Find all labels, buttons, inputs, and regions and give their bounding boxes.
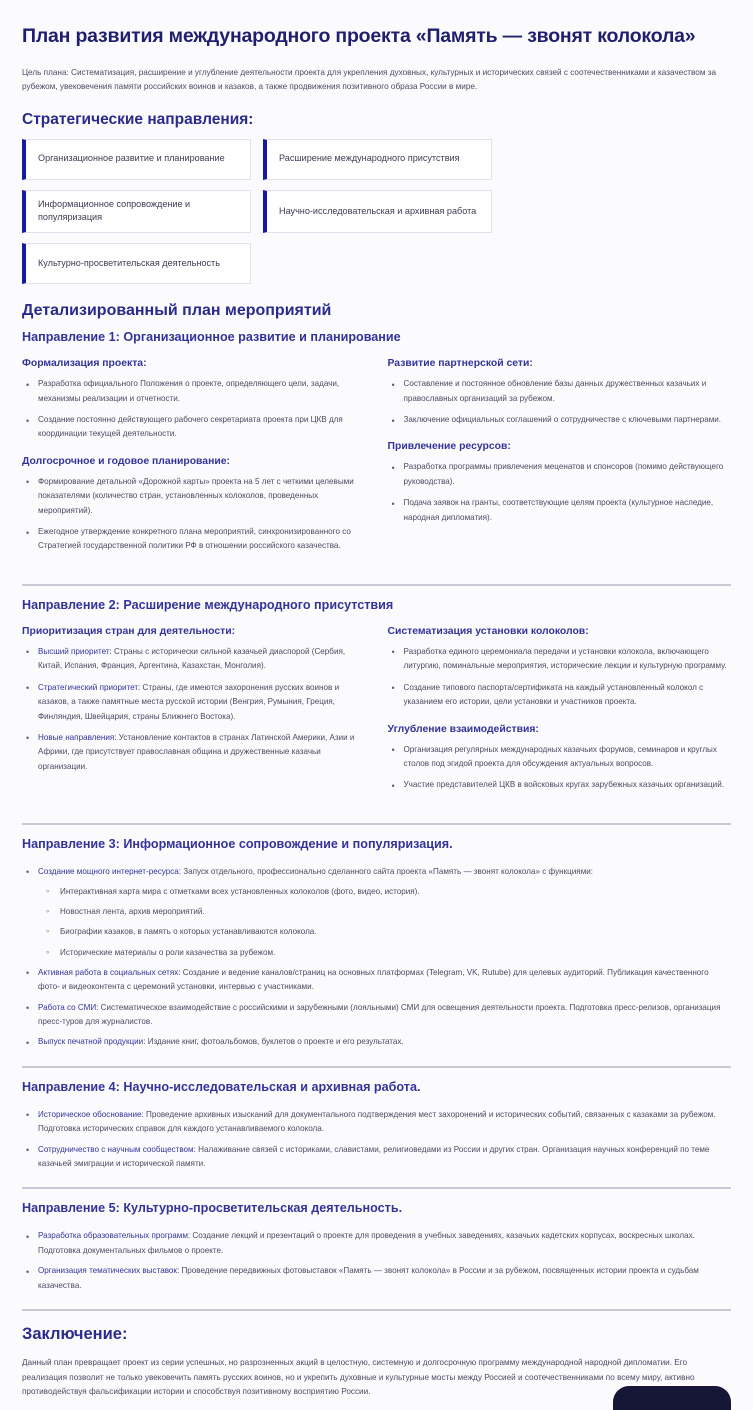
content-group: [388, 441, 732, 525]
list-item: [22, 731, 366, 774]
bullet-list: [22, 865, 731, 1050]
bullet-list: [388, 460, 732, 525]
list-item-text: Проведение архивных изысканий для документального подтверждения мест захоронений и исторических событий, связанных с казаками за рубежом. Подготовка исторических справок для каждого устанавливаемого колокола.: [38, 1109, 716, 1134]
list-item: • Подача заявок на гранты, соответствующие целям проекта (культурное наследие, народная дипломатия).: [388, 496, 732, 525]
list-item-lead: Организация тематических выставок:: [38, 1266, 180, 1276]
strategy-card-label: Научно-исследовательская и архивная работа: [279, 205, 477, 216]
list-item: [22, 865, 731, 960]
list-item: • Заключение официальных соглашений о сотрудничестве с ключевыми партнерами.: [388, 413, 732, 427]
direction-4-content: [22, 1108, 731, 1172]
strategy-card[interactable]: [22, 243, 251, 284]
list-item-text: Запуск отдельного, профессионально сделанного сайта проекта «Память — звонят колокола» с функциями:: [181, 866, 594, 876]
list-item-lead: Высший приоритет:: [38, 646, 112, 656]
list-item: [22, 1035, 731, 1049]
direction-2-title: Направление 2: Расширение международного присутствия: [22, 597, 394, 612]
group-subtitle: Долгосрочное и годовое планирование:: [22, 455, 230, 467]
list-item: • Ежегодное утверждение конкретного плана мероприятий, синхронизированного со Стратегией государственной политики РФ в отношении российского казачества.: [22, 525, 366, 554]
section-divider: [22, 1187, 731, 1189]
content-group: [388, 724, 732, 793]
list-item: • Создание постоянно действующего рабочего секретариата проекта при ЦКВ для координации текущей деятельности.: [22, 413, 366, 442]
direction-2-right-column: [388, 626, 732, 807]
group-subtitle: Привлечение ресурсов:: [387, 441, 511, 453]
list-item-lead: Работа со СМИ:: [38, 1002, 99, 1012]
direction-5-content: [22, 1229, 731, 1293]
content-group: [388, 626, 732, 710]
bullet-list: [22, 645, 366, 774]
content-group: [22, 358, 366, 442]
page-title: План развития международного проекта «Память — звонят колокола»: [22, 25, 696, 47]
group-subtitle: Формализация проекта:: [22, 358, 147, 370]
direction-1-left-column: [22, 358, 366, 568]
list-item: [22, 681, 366, 724]
list-item-text: Разработка единого церемониала передачи и установки колокола, включающего литургию, поминальные мероприятия, исторические лекции и культурную программу.: [403, 646, 727, 671]
list-item: [22, 1143, 731, 1172]
list-item-lead: Историческое обоснование:: [38, 1109, 144, 1119]
strategy-card-label: Расширение международного присутствия: [279, 153, 460, 164]
list-item-lead: Создание мощного интернет-ресурса:: [38, 866, 181, 876]
direction-2-columns: [22, 626, 731, 807]
strategy-card-label: Информационное сопровождение и популяризация: [38, 198, 191, 223]
sub-list-item: ◦ Интерактивная карта мира с отметками всех установленных колоколов (фото, видео, история).: [38, 885, 731, 899]
list-item: [388, 645, 732, 674]
floating-chat-widget[interactable]: [613, 1386, 731, 1410]
group-subtitle: Углубление взаимодействия:: [387, 723, 539, 735]
list-item-text: Участие представителей ЦКВ в войсковых кругах зарубежных казачьих организаций.: [403, 780, 724, 790]
list-item-lead: Стратегический приоритет:: [38, 682, 141, 692]
list-item: [22, 1108, 731, 1137]
list-item-text: Систематическое взаимодействие с российскими и зарубежными (лояльными) СМИ для освещения деятельности проекта. Подготовка пресс-релизов, организация пресс-туров для журналистов.: [38, 1002, 721, 1026]
list-item: • Составление и постоянное обновление базы данных дружественных казачьих и православных организаций за рубежом.: [388, 377, 732, 406]
section-divider: [22, 1309, 731, 1311]
bullet-list: [388, 743, 732, 793]
direction-3-content: [22, 865, 731, 1050]
list-item-text: Создание типового паспорта/сертификата на каждый установленный колокол с указанием его истории, цели установки и участников проекта.: [403, 682, 704, 707]
direction-5-title: Направление 5: Культурно-просветительская деятельность.: [22, 1201, 403, 1216]
strategy-card-list: [22, 139, 731, 285]
direction-2-left-column: [22, 626, 366, 788]
list-item: [22, 1001, 731, 1030]
list-item: • Разработка программы привлечения меценатов и спонсоров (помимо действующего руководства).: [388, 460, 732, 489]
list-item: • Разработка официального Положения о проекте, определяющего цели, задачи, механизмы реализации и отчетности.: [22, 377, 366, 406]
list-item: [22, 1264, 731, 1293]
intro-paragraph: Цель плана: Систематизация, расширение и углубление деятельности проекта для укрепления духовных, культурных и исторических связей с соотечественниками и казачеством за рубежом, увековечения памяти российских воинов и казаков, а также продвижения позитивного образа России в мире.: [22, 68, 717, 92]
content-group: [22, 626, 366, 774]
bullet-list: [388, 377, 732, 427]
conclusion-title: Заключение:: [22, 1325, 128, 1344]
content-group: [22, 456, 366, 554]
group-subtitle: Систематизация установки колоколов:: [387, 625, 589, 637]
sub-list-item: ◦ Биографии казаков, в память о которых устанавливаются колокола.: [38, 925, 731, 939]
group-subtitle: Развитие партнерской сети:: [387, 358, 533, 370]
list-item-text: Установление контактов в странах Латинской Америки, Азии и Африки, где присутствует православная община и дружественные казачьи организации.: [38, 732, 355, 771]
strategy-card[interactable]: [22, 190, 251, 234]
sub-list-item: ◦ Исторические материалы о роли казачества за рубежом.: [38, 946, 731, 960]
list-item: [388, 778, 732, 792]
list-item-text: Издание книг, фотоальбомов, буклетов о проекте и его результатах.: [145, 1037, 404, 1047]
section-divider: [22, 584, 731, 586]
list-item-text: Налаживание связей с историками, славистами, религиоведами из России и других стран. Организация научных конференций по теме казачьей эмиграции и исторической памяти.: [38, 1144, 710, 1168]
content-group: [388, 358, 732, 427]
list-item-text: Страны, где имеются захоронения русских воинов и казаков, а также памятные места русской истории (Венгрия, Румыния, Греция, Финляндия, Швейцария, страны Ближнего Востока).: [38, 682, 340, 721]
strategy-card[interactable]: [22, 139, 251, 180]
list-item: • Формирование детальной «Дорожной карты» проекта на 5 лет с четкими целевыми показателями (количество стран, установленных колоколов, проведенных мероприятий).: [22, 475, 366, 518]
plan-heading: Детализированный план мероприятий: [22, 302, 332, 320]
strategy-heading: Стратегические направления:: [22, 110, 254, 128]
conclusion-paragraph: Данный план превращает проект из серии успешных, но разрозненных акций в целостную, системную и долгосрочную программу международной народной дипломатии. Его реализация позволит не только увековечить память русских воинов, но и укрепить духовные и культурные мосты между Россией и соотечественниками по всему миру, активно противодействуя фальсификации истории и способствуя позитивному восприятию России.: [22, 1358, 695, 1397]
list-item-text: Организация регулярных международных казачьих форумов, семинаров и круглых столов под эгидой проекта для обсуждения актуальных вопросов.: [403, 744, 717, 768]
list-item: [22, 966, 731, 995]
direction-1-right-column: [388, 358, 732, 539]
sub-list-item: ◦ Новостная лента, архив мероприятий.: [38, 905, 731, 919]
group-subtitle: Приоритизация стран для деятельности:: [22, 625, 236, 637]
list-item-lead: Выпуск печатной продукции:: [38, 1037, 146, 1047]
direction-1-columns: [22, 358, 731, 568]
direction-4-title: Направление 4: Научно-исследовательская и архивная работа.: [22, 1079, 421, 1094]
list-item-text: Проведение передвижных фотовыставок «Память — звонят колокола» в России и за рубежом, посвященных истории проекта и судьбам казачества.: [38, 1266, 699, 1290]
strategy-card-label: Организационное развитие и планирование: [38, 153, 225, 164]
strategy-card[interactable]: [263, 190, 492, 234]
bullet-list: [22, 377, 366, 442]
section-divider: [22, 823, 731, 825]
strategy-card-label: Культурно-просветительская деятельность: [38, 257, 220, 268]
list-item: [22, 1229, 731, 1258]
bullet-list: [22, 475, 366, 554]
direction-1-title: Направление 1: Организационное развитие и планирование: [22, 330, 401, 345]
section-divider: [22, 1066, 731, 1068]
list-item-lead: Сотрудничество с научным сообществом:: [38, 1144, 196, 1154]
list-item: [22, 645, 366, 674]
list-item: [388, 743, 732, 772]
bullet-list: [22, 1229, 731, 1293]
list-item-lead: Разработка образовательных программ:: [38, 1231, 191, 1241]
bullet-list: [388, 645, 732, 710]
list-item-text: Страны с исторически сильной казачьей диаспорой (Сербия, Китай, Испания, Франция, Аргентина, Казахстан, Монголия).: [38, 646, 346, 671]
sub-bullet-list: [38, 885, 731, 960]
list-item: [388, 681, 732, 710]
bullet-list: [22, 1108, 731, 1172]
list-item-lead: Новые направления:: [38, 732, 117, 742]
strategy-card[interactable]: [263, 139, 492, 180]
direction-3-title: Направление 3: Информационное сопровождение и популяризация.: [22, 836, 453, 851]
list-item-text: Создание лекций и презентаций о проекте для проведения в учебных заведениях, казачьих кадетских корпусах, воскресных школах. Подготовка документальных фильмов о проекте.: [38, 1231, 695, 1255]
list-item-lead: Активная работа в социальных сетях:: [38, 967, 181, 977]
list-item-text: Создание и ведение каналов/страниц на основных платформах (Telegram, VK, Rutube) для целевых аудиторий. Публикация качественного фото- и видеоконтента с церемоний установки, интервью с участниками.: [38, 967, 709, 992]
